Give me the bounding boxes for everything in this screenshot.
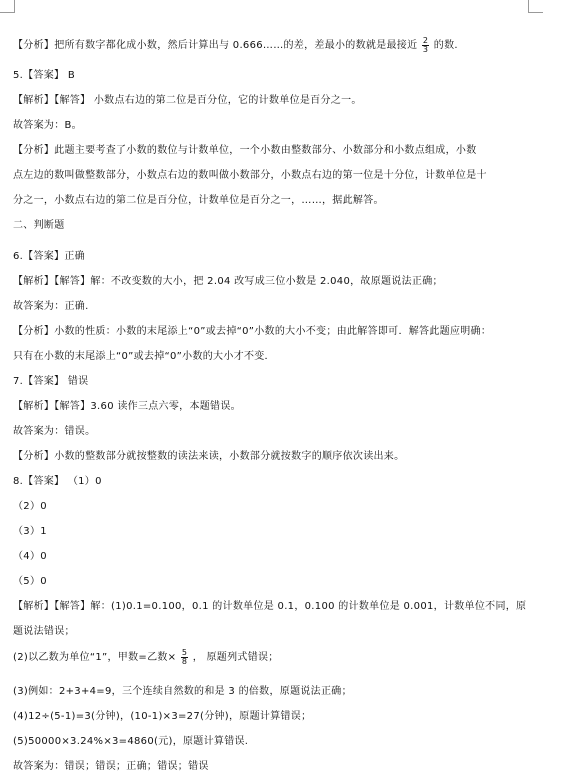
solution-line: (5)50000×3.24%×3=4860(元)，原题计算错误.: [13, 736, 249, 747]
analysis-line: 【分析】小数的整数部分就按整数的读法来读，小数部分就按数字的顺序依次读出来。: [13, 451, 405, 462]
sub-answer: （3）1: [13, 526, 47, 537]
fraction-two-thirds: [422, 37, 429, 54]
sub-answer: （4）0: [13, 551, 47, 562]
answer-heading-q6: 6.【答案】正确: [13, 251, 85, 262]
answer-line: 故答案为：正确.: [13, 301, 89, 312]
fraction-numerator: 2: [422, 35, 429, 45]
answer-line: 故答案为：错误；错误；正确；错误；错误: [13, 761, 209, 772]
analysis-line: 【分析】此题主要考查了小数的数位与计数单位，一个小数由整数部分、小数部分和小数点组成，小数: [13, 145, 477, 156]
text-after-fraction: 的数.: [433, 40, 458, 51]
analysis-line-q4: [13, 36, 458, 54]
fraction-denominator: 3: [422, 44, 429, 54]
solution-line: 【解析】【解答】解：不改变数的大小，把 2.04 改写成三位小数是 2.040，故原题说法正确；: [13, 276, 443, 287]
answer-heading-q5: 5.【答案】 B: [13, 70, 75, 81]
solution-line: (3)例如：2+3+4=9，三个连续自然数的和是 3 的倍数，原题说法正确；: [13, 686, 352, 697]
analysis-line: 点左边的数叫做整数部分，小数点右边的数叫做小数部分，小数点右边的第一位是十分位，计数单位是十: [13, 170, 487, 181]
answer-heading-q7: 7.【答案】 错误: [13, 376, 89, 387]
answer-line: 故答案为：错误。: [13, 426, 96, 437]
analysis-line: 分之一，小数点右边的第二位是百分位，计数单位是百分之一，……，据此解答。: [13, 195, 384, 206]
answer-heading-q8: 8.【答案】 （1）0: [13, 476, 102, 487]
sub-answer: （2）0: [13, 501, 47, 512]
fraction-denominator: 8: [181, 656, 188, 666]
solution-line: 题说法错误；: [13, 626, 75, 637]
fraction-five-eighths: [181, 649, 188, 666]
analysis-line: 只有在小数的末尾添上“0”或去掉“0”小数的大小才不变．: [13, 351, 275, 362]
solution-line: 【解析】【解答】 小数点右边的第二位是百分位，它的计数单位是百分之一。: [13, 95, 362, 106]
solution-line: (4)12÷(5-1)=3(分钟)，(10-1)×3=27(分钟)，原题计算错误；: [13, 711, 312, 722]
fraction-numerator: 5: [181, 647, 188, 657]
page-corner-mark-left: [0, 0, 15, 13]
page-corner-mark-right: [528, 0, 543, 13]
analysis-line: 【分析】小数的性质：小数的末尾添上“0”或去掉“0”小数的大小不变；由此解答即可．解答此题应明确：: [13, 326, 492, 337]
sub-answer: （5）0: [13, 576, 47, 587]
solution-line: 【解析】【解答】解：(1)0.1=0.100，0.1 的计数单位是 0.1，0.100 的计数单位是 0.001，计数单位不同，原: [13, 601, 527, 612]
answer-line: 故答案为：B。: [13, 120, 82, 131]
solution-line: 【解析】【解答】3.60 读作三点六零，本题错误。: [13, 401, 241, 412]
section-heading: 二、判断题: [13, 220, 65, 231]
text-after-fraction: ， 原题列式错误；: [192, 652, 279, 663]
solution-line-with-fraction: [13, 648, 279, 666]
text-before-fraction: (2)以乙数为单位“1”，甲数=乙数×: [13, 652, 177, 663]
text-before-fraction: 【分析】把所有数字都化成小数，然后计算出与 0.666……的差，差最小的数就是最接近: [13, 40, 418, 51]
